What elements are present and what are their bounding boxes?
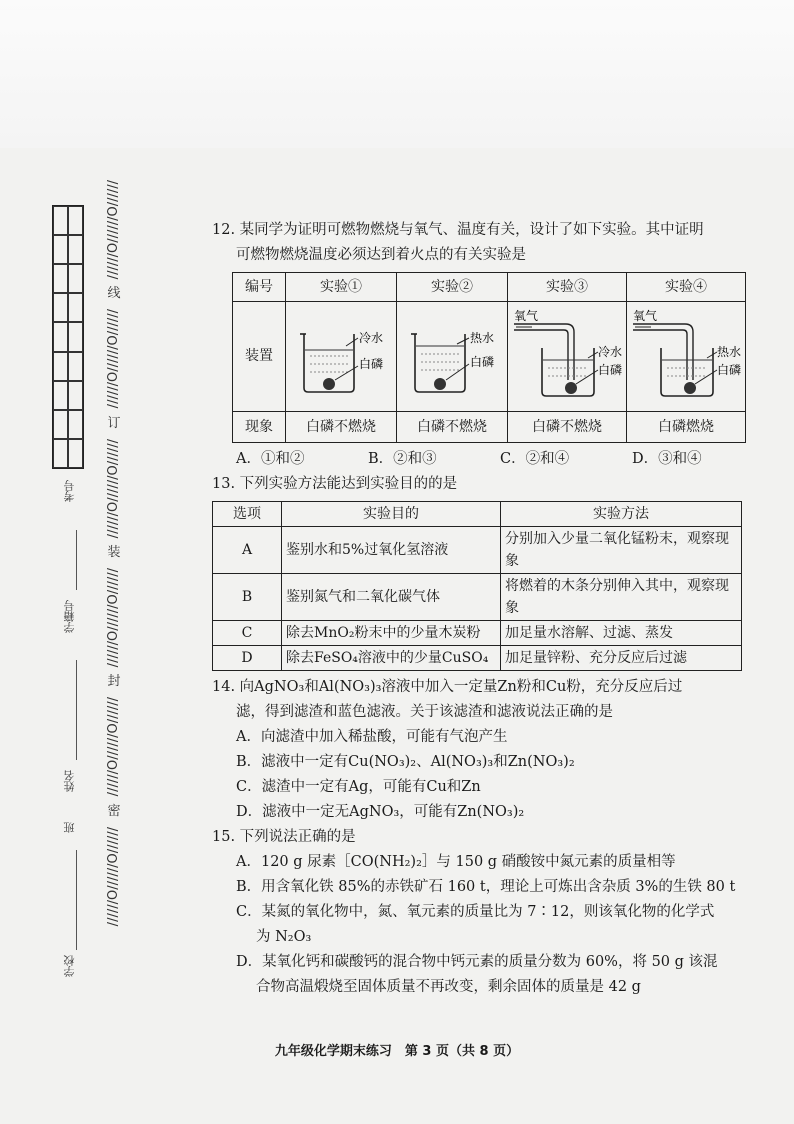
header-cell: 实验方法	[501, 502, 742, 527]
blank-line	[76, 530, 77, 590]
observation-cell: 白磷不燃烧	[286, 412, 397, 443]
seal-char: 线	[107, 286, 121, 302]
digit-cell[interactable]	[53, 381, 68, 410]
digit-cell[interactable]	[68, 206, 83, 235]
seal-char: 密	[107, 803, 121, 819]
digit-cell[interactable]	[68, 381, 83, 410]
option-d[interactable]: D．某氧化钙和碳酸钙的混合物中钙元素的质量分数为 60%，将 50 g 该混	[236, 954, 718, 970]
seal-dashes: //////O//////O//////	[106, 438, 121, 538]
table-row[interactable]	[213, 646, 742, 671]
q12-number: 12.	[212, 222, 236, 238]
seal-char: 装	[107, 544, 121, 560]
water-label: 冷水	[598, 345, 623, 359]
digit-cell[interactable]	[68, 264, 83, 293]
header-cell: 实验①	[286, 273, 397, 302]
digit-cell[interactable]	[53, 235, 68, 264]
q15-number: 15.	[212, 829, 236, 845]
option-a[interactable]: A．向滤渣中加入稀盐酸，可能有气泡产生	[236, 729, 508, 745]
digit-cell[interactable]	[68, 352, 83, 381]
exam-number-grid[interactable]	[52, 205, 84, 469]
digit-cell[interactable]	[68, 410, 83, 439]
blank-line	[76, 850, 77, 950]
device-1	[286, 302, 397, 412]
option-a[interactable]: A．①和②	[236, 451, 305, 467]
binding-margin	[0, 148, 200, 1108]
q12-experiment-table	[232, 272, 746, 443]
device-label: 装置	[233, 302, 286, 412]
label-name: 姓名	[63, 770, 76, 792]
digit-cell[interactable]	[53, 293, 68, 322]
blank-line	[76, 660, 77, 760]
beaker-with-tube-diagram	[508, 302, 626, 402]
digit-cell[interactable]	[68, 293, 83, 322]
label-school: 学校	[63, 955, 76, 977]
label-class: 班	[63, 822, 76, 833]
option-c[interactable]: C．某氮的氧化物中，氮、氧元素的质量比为 7∶12，则该氧化物的化学式	[236, 904, 715, 920]
device-2	[397, 302, 508, 412]
phosphorus-label: 白磷	[598, 363, 623, 377]
seal-dashes: //////O//////O//////	[106, 826, 121, 926]
q13-number: 13.	[212, 476, 236, 492]
option-b[interactable]: B．滤液中一定有Cu(NO₃)₂、Al(NO₃)₃和Zn(NO₃)₂	[236, 754, 575, 770]
header-cell: 实验②	[397, 273, 508, 302]
q15-stem	[212, 825, 764, 850]
q12-stem: 某同学为证明可燃物燃烧与氧气、温度有关，设计了如下实验。其中证明	[239, 222, 704, 238]
oxygen-label: 氧气	[633, 309, 658, 323]
label-exam-number: 考号	[63, 480, 76, 502]
q12-stem-line2: 可燃物燃烧温度必须达到着火点的有关实验是	[236, 247, 526, 263]
option-b[interactable]: B．②和③	[368, 451, 437, 467]
q13-stem	[212, 472, 764, 497]
method-cell: 将燃着的木条分别伸入其中，观察现象	[501, 574, 742, 621]
method-cell: 加足量水溶解、过滤、蒸发	[501, 621, 742, 646]
method-cell: 分别加入少量二氧化锰粉末，观察现象	[501, 527, 742, 574]
option-d[interactable]: D．滤液中一定无AgNO₃，可能有Zn(NO₃)₂	[236, 804, 525, 820]
q14-stem-line2: 滤，得到滤渣和蓝色滤液。关于该滤渣和滤液说法正确的是	[236, 704, 613, 720]
goal-cell: 除去FeSO₄溶液中的少量CuSO₄	[282, 646, 501, 671]
header-cell: 编号	[233, 273, 286, 302]
device-3	[508, 302, 627, 412]
option-cell: B	[213, 574, 282, 621]
option-a[interactable]: A．120 g 尿素［CO(NH₂)₂］与 150 g 硝酸铵中氮元素的质量相等	[236, 854, 676, 870]
beaker-diagram	[286, 302, 396, 402]
header-cell: 选项	[213, 502, 282, 527]
option-d[interactable]: D．③和④	[632, 451, 702, 467]
q14-number: 14.	[212, 679, 236, 695]
phosphorus-label: 白磷	[470, 355, 495, 369]
scan-top-margin	[0, 0, 794, 148]
option-cell: D	[213, 646, 282, 671]
option-c-cont: 为 N₂O₃	[256, 929, 312, 945]
q12-options	[212, 447, 764, 472]
observation-cell: 白磷燃烧	[627, 412, 746, 443]
goal-cell: 鉴别氮气和二氧化碳气体	[282, 574, 501, 621]
option-c[interactable]: C．②和④	[500, 451, 570, 467]
goal-cell: 除去MnO₂粉末中的少量木炭粉	[282, 621, 501, 646]
digit-cell[interactable]	[53, 439, 68, 468]
digit-cell[interactable]	[53, 410, 68, 439]
table-row[interactable]	[213, 574, 742, 621]
q14-stem: 向AgNO₃和Al(NO₃)₃溶液中加入一定量Zn粉和Cu粉，充分反应后过	[239, 679, 683, 695]
table-row[interactable]	[213, 527, 742, 574]
goal-cell: 鉴别水和5%过氧化氢溶液	[282, 527, 501, 574]
option-cell: A	[213, 527, 282, 574]
seal-dashes: //////O//////O//////	[106, 697, 121, 797]
digit-cell[interactable]	[53, 264, 68, 293]
water-label: 热水	[470, 331, 495, 345]
q12-stem-line1	[212, 218, 764, 243]
q13-table	[212, 501, 742, 671]
seal-dashes: //////O//////O//////	[106, 180, 121, 280]
option-b[interactable]: B．用含氧化铁 85%的赤铁矿石 160 t，理论上可炼出含杂质 3%的生铁 80 t	[236, 879, 736, 895]
digit-cell[interactable]	[53, 322, 68, 351]
option-c[interactable]: C．滤渣中一定有Ag，可能有Cu和Zn	[236, 779, 481, 795]
observation-label: 现象	[233, 412, 286, 443]
observation-cell: 白磷不燃烧	[397, 412, 508, 443]
beaker-with-tube-diagram	[627, 302, 745, 402]
header-cell: 实验目的	[282, 502, 501, 527]
seal-line-column	[104, 180, 124, 1060]
label-student-id: 学籍号	[63, 600, 76, 633]
q15-stem-text: 下列说法正确的是	[239, 829, 356, 845]
option-d-cont: 合物高温煅烧至固体质量不再改变，剩余固体的质量是 42 g	[256, 979, 641, 995]
q14-stem-line1	[212, 675, 764, 700]
page-footer: 九年级化学期末练习 第 3 页（共 8 页）	[274, 1044, 520, 1059]
header-cell: 实验④	[627, 273, 746, 302]
option-cell: C	[213, 621, 282, 646]
seal-char: 订	[107, 415, 121, 431]
header-cell: 实验③	[508, 273, 627, 302]
digit-cell[interactable]	[53, 352, 68, 381]
digit-cell[interactable]	[68, 322, 83, 351]
device-4	[627, 302, 746, 412]
table-row[interactable]	[213, 621, 742, 646]
seal-char: 封	[107, 674, 121, 690]
questions-area	[212, 218, 764, 1000]
seal-dashes: //////O//////O//////	[106, 567, 121, 668]
water-label: 冷水	[359, 331, 384, 345]
phosphorus-label: 白磷	[359, 357, 384, 371]
digit-cell[interactable]	[68, 439, 83, 468]
digit-cell[interactable]	[68, 235, 83, 264]
beaker-diagram	[397, 302, 507, 402]
water-label: 热水	[717, 345, 742, 359]
digit-cell[interactable]	[53, 206, 68, 235]
phosphorus-label: 白磷	[717, 363, 742, 377]
q13-stem-text: 下列实验方法能达到实验目的的是	[239, 476, 458, 492]
oxygen-label: 氧气	[514, 309, 539, 323]
observation-cell: 白磷不燃烧	[508, 412, 627, 443]
seal-dashes: //////O//////O//////	[106, 309, 121, 409]
method-cell: 加足量锌粉、充分反应后过滤	[501, 646, 742, 671]
